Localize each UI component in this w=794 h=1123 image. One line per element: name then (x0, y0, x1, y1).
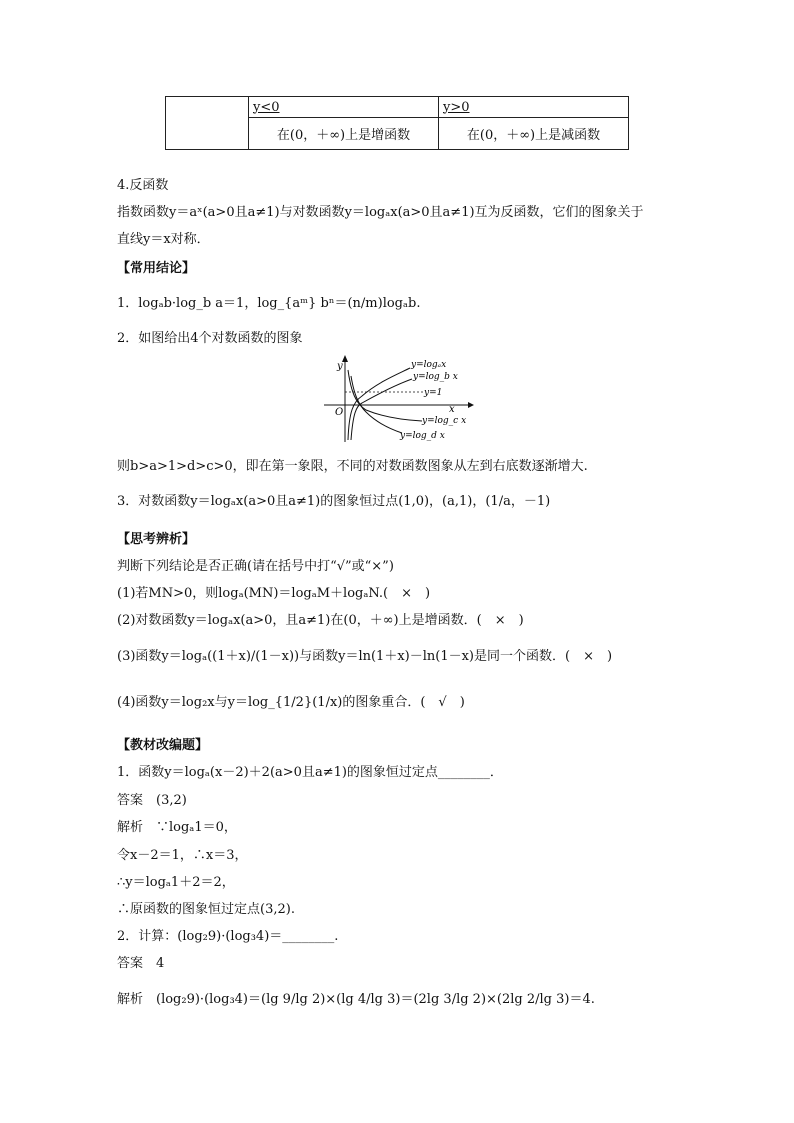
solution-line: ∴原函数的图象恒过定点(3,2). (117, 902, 295, 917)
origin-label: O (335, 407, 344, 418)
table-blank-cell (166, 97, 249, 150)
curve-label: y=log_c x (422, 416, 467, 426)
x-axis-arrow (468, 402, 474, 408)
curve-log-c (348, 370, 422, 421)
problem-statement: 2．计算：(log₂9)·(log₃4)＝________. (117, 929, 339, 944)
answer-line: 答案 4 (117, 956, 165, 971)
problem-statement: 1．函数y＝logₐ(x－2)＋2(a>0且a≠1)的图象恒过定点________． (117, 765, 503, 780)
y-axis-arrow (342, 355, 348, 362)
paragraph-line: 指数函数y＝aˣ(a>0且a≠1)与对数函数y＝logₐx(a>0且a≠1)互为反函数，它们的图象关于 (117, 205, 644, 220)
conclusion-item: 3．对数函数y＝logₐx(a>0且a≠1)的图象恒过点(1,0)，(a,1)，(1/a，－1) (117, 494, 551, 509)
log-functions-figure (318, 352, 478, 444)
section-heading: 【思考辨析】 (117, 532, 196, 547)
judgement-item: (1)若MN>0，则logₐ(MN)＝logₐM＋logₐN.( × ) (117, 586, 431, 601)
section-heading: 4.反函数 (117, 178, 169, 193)
curve-label: y=1 (424, 388, 443, 398)
solution-line: 解析 ∵logₐ1＝0， (117, 820, 237, 835)
solution-line: 解析 (log₂9)·(log₃4)＝(lg 9/lg 2)×(lg 4/lg 3)＝(2lg 3/lg 2)×(2lg 2/lg 3)＝4. (117, 992, 595, 1007)
conclusion-item: 则b>a>1>d>c>0，即在第一象限，不同的对数函数图象从左到右底数逐渐增大. (117, 459, 588, 474)
table-cell: y>0 (439, 97, 629, 118)
section-heading: 【常用结论】 (117, 261, 196, 276)
paragraph-line: 直线y＝x对称． (117, 232, 210, 247)
axis-label-x: x (449, 404, 455, 415)
curve-label: y=log_d x (400, 431, 445, 441)
curve-label: y=logₐx (411, 360, 447, 370)
conclusion-item: 1．logₐb·log_b a＝1，log_{aᵐ} bⁿ＝(n/m)logₐb. (117, 296, 421, 311)
table-cell: y<0 (249, 97, 439, 118)
axis-label-y: y (337, 361, 343, 372)
table-cell: 在(0，＋∞)上是增函数 (249, 118, 439, 150)
judgement-item: (2)对数函数y＝logₐx(a>0，且a≠1)在(0，＋∞)上是增函数．( × ) (117, 613, 524, 628)
table-cell: 在(0，＋∞)上是减函数 (439, 118, 629, 150)
answer-line: 答案 (3,2) (117, 793, 187, 808)
judgement-item: (3)函数y＝logₐ((1＋x)/(1－x))与函数y＝ln(1＋x)－ln(1－x)是同一个函数．( × ) (117, 649, 613, 664)
solution-line: ∴y＝logₐ1＋2＝2， (117, 875, 235, 890)
solution-line: 令x－2＝1，∴x＝3， (117, 848, 248, 863)
section-heading: 【教材改编题】 (117, 738, 209, 753)
paragraph-line: 判断下列结论是否正确(请在括号中打“√”或“×”) (117, 559, 394, 574)
conclusion-item: 2．如图给出4个对数函数的图象 (117, 331, 303, 346)
curve-log-a (348, 368, 410, 440)
curve-label: y=log_b x (413, 372, 458, 382)
properties-table (165, 96, 629, 150)
judgement-item: (4)函数y＝log₂x与y＝log_{1/2}(1/x)的图象重合．( √ ) (117, 695, 465, 710)
